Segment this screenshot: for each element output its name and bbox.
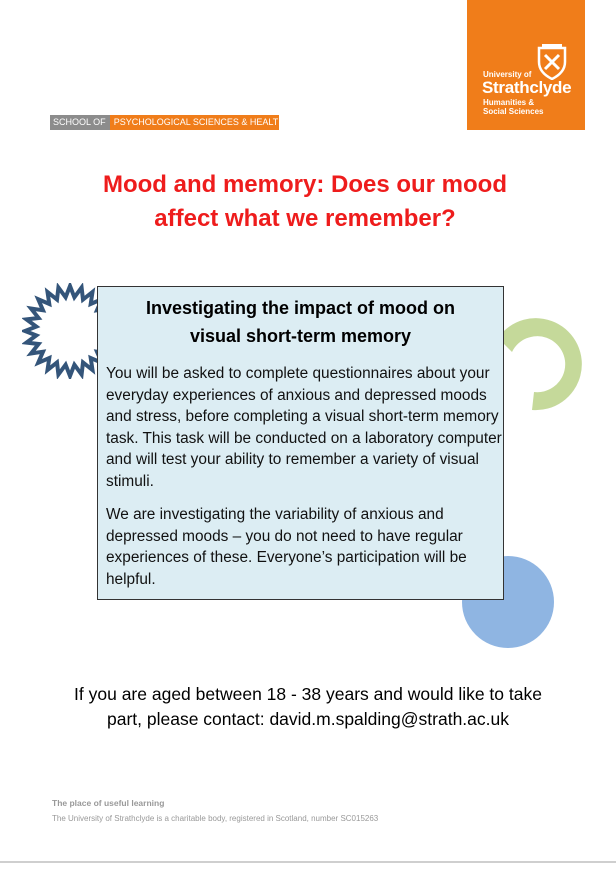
- contact-line-1: If you are aged between 18 - 38 years and would like to take: [74, 684, 542, 704]
- school-bar: [50, 115, 285, 130]
- info-heading-line-2: visual short-term memory: [189, 326, 412, 346]
- contact-text: [38, 682, 578, 732]
- title-line-1: Mood and memory: Does our mood: [102, 171, 507, 198]
- crest-icon: [536, 44, 568, 80]
- info-paragraph-1: You will be asked to complete questionnaires about your everyday experiences of anxious and depressed moods and stress, before completing a visual short-term memory task. This task will be conducted on a laboratory computer and will test your ability to remember a variety of visual stimuli.: [106, 365, 502, 490]
- page-title: [40, 168, 570, 236]
- school-name: PSYCHOLOGICAL SCIENCES & HEALTH: [110, 115, 279, 130]
- title-line-2: affect what we remember?: [154, 205, 456, 232]
- logo-faculty-line1: Humanities &: [483, 98, 535, 107]
- university-logo: [467, 0, 585, 130]
- footer-legal: The University of Strathclyde is a charitable body, registered in Scotland, number SC015263: [52, 814, 379, 823]
- contact-line-2: part, please contact: david.m.spalding@strath.ac.uk: [106, 709, 509, 729]
- school-prefix: SCHOOL OF: [50, 115, 110, 130]
- footer-divider: [0, 861, 616, 863]
- logo-faculty-line2: Social Sciences: [483, 107, 544, 116]
- info-paragraph-2: We are investigating the variability of anxious and depressed moods – you do not need to have regular experiences of these. Everyone’s participation will be helpful.: [106, 506, 467, 588]
- logo-university-of: University of: [483, 70, 532, 79]
- logo-name: Strathclyde: [482, 78, 572, 97]
- footer-tagline: The place of useful learning: [52, 798, 165, 808]
- info-heading-line-1: Investigating the impact of mood on: [145, 298, 455, 318]
- info-heading: [98, 294, 503, 350]
- info-box: [97, 286, 504, 600]
